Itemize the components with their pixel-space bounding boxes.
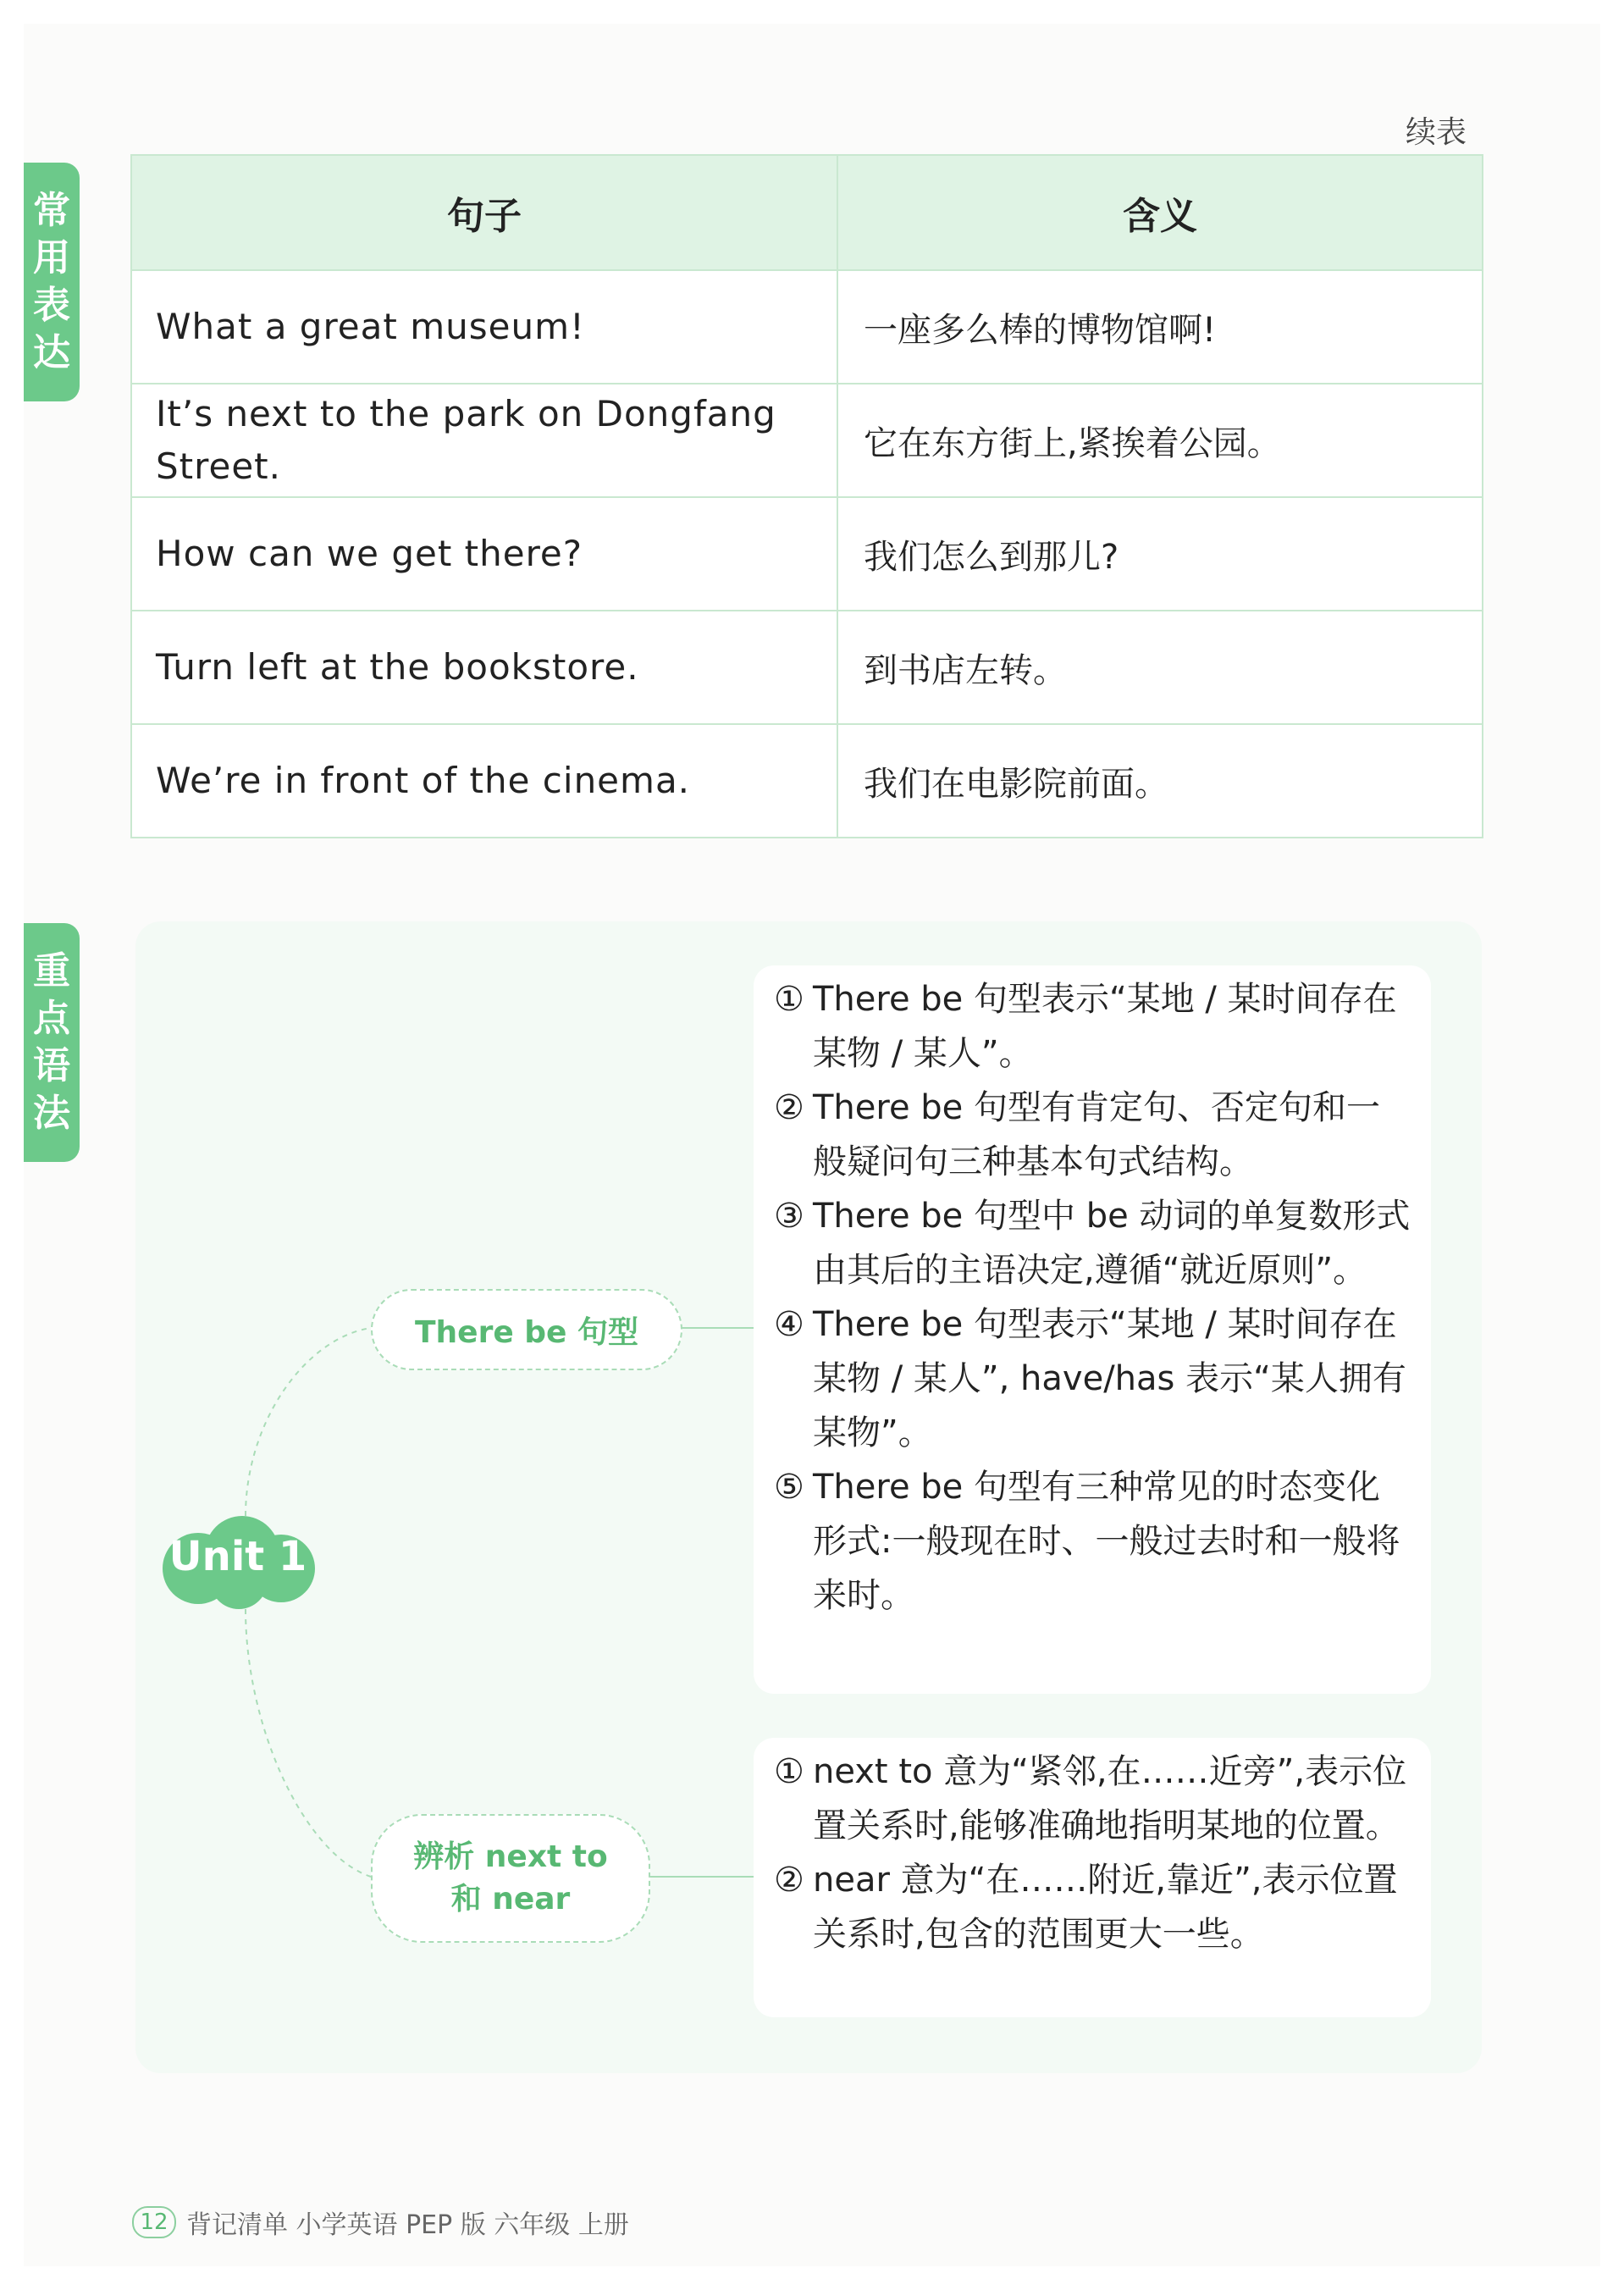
- node2-line1: 辨析 next to: [413, 1839, 608, 1874]
- tab-char: 达: [33, 331, 70, 374]
- item-number: ⑤: [774, 1468, 804, 1507]
- branch-line-2: [246, 1609, 371, 1877]
- list-item: [774, 972, 1411, 1081]
- tab-char: 用: [33, 236, 70, 279]
- unit-title: Unit 1: [168, 1533, 307, 1580]
- meaning-cell: 我们怎么到那儿?: [837, 497, 1483, 611]
- item-number: ②: [774, 1088, 804, 1127]
- sentence-cell: We’re in front of the cinema.: [131, 724, 837, 838]
- sentence-cell: What a great museum!: [131, 270, 837, 384]
- sentence-cell: It’s next to the park on Dongfang Street.: [131, 384, 837, 497]
- item-text: There be 句型中 be 动词的单复数形式由其后的主语决定,遵循“就近原则”。: [813, 1197, 1411, 1290]
- meaning-cell: 到书店左转。: [837, 611, 1483, 724]
- item-number: ③: [774, 1197, 804, 1236]
- tab-char: 表: [33, 284, 70, 327]
- list-item: [774, 1297, 1411, 1460]
- sentence-cell: How can we get there?: [131, 497, 837, 611]
- column-header-meaning: 含义: [837, 155, 1483, 270]
- next-to-near-notes: [754, 1738, 1431, 2017]
- item-number: ④: [774, 1305, 804, 1344]
- page-number: 12: [132, 2206, 176, 2238]
- tab-char: 法: [33, 1092, 70, 1135]
- node-there-be: There be 句型: [371, 1289, 682, 1370]
- page-footer: [132, 2204, 629, 2241]
- node2-line2: 和 near: [450, 1882, 571, 1917]
- footer-text: 背记清单 小学英语 PEP 版 六年级 上册: [186, 2210, 629, 2240]
- continued-label: 续表: [1406, 115, 1467, 150]
- item-text: near 意为“在……附近,靠近”,表示位置关系时,包含的范围更大一些。: [813, 1861, 1398, 1954]
- tab-char: 语: [33, 1044, 70, 1087]
- item-number: ②: [774, 1861, 804, 1900]
- item-text: There be 句型表示“某地 / 某时间存在某物 / 某人”, have/has 表示“某人拥有某物”。: [813, 1305, 1406, 1452]
- meaning-cell: 我们在电影院前面。: [837, 724, 1483, 838]
- tab-char: 重: [33, 949, 70, 993]
- meaning-cell: 它在东方街上,紧挨着公园。: [837, 384, 1483, 497]
- column-header-sentence: 句子: [131, 155, 837, 270]
- tab-char: 常: [33, 189, 70, 232]
- list-item: [774, 1081, 1411, 1189]
- branch-line-1: [246, 1328, 371, 1516]
- list-item: [774, 1853, 1411, 1961]
- item-text: next to 意为“紧邻,在……近旁”,表示位置关系时,能够准确地指明某地的位置。: [813, 1752, 1407, 1845]
- item-text: There be 句型有肯定句、否定句和一般疑问句三种基本句式结构。: [813, 1088, 1380, 1181]
- list-item: [774, 1189, 1411, 1297]
- item-text: There be 句型表示“某地 / 某时间存在某物 / 某人”。: [813, 980, 1397, 1073]
- sentence-cell: Turn left at the bookstore.: [131, 611, 837, 724]
- tab-char: 点: [33, 997, 70, 1040]
- item-number: ①: [774, 980, 804, 1019]
- list-item: [774, 1460, 1411, 1623]
- meaning-cell: 一座多么棒的博物馆啊!: [837, 270, 1483, 384]
- node-next-to-near: [371, 1814, 650, 1943]
- list-item: [774, 1745, 1411, 1853]
- item-number: ①: [774, 1752, 804, 1791]
- item-text: There be 句型有三种常见的时态变化形式:一般现在时、一般过去时和一般将来时。: [813, 1468, 1400, 1615]
- there-be-notes: [754, 965, 1431, 1694]
